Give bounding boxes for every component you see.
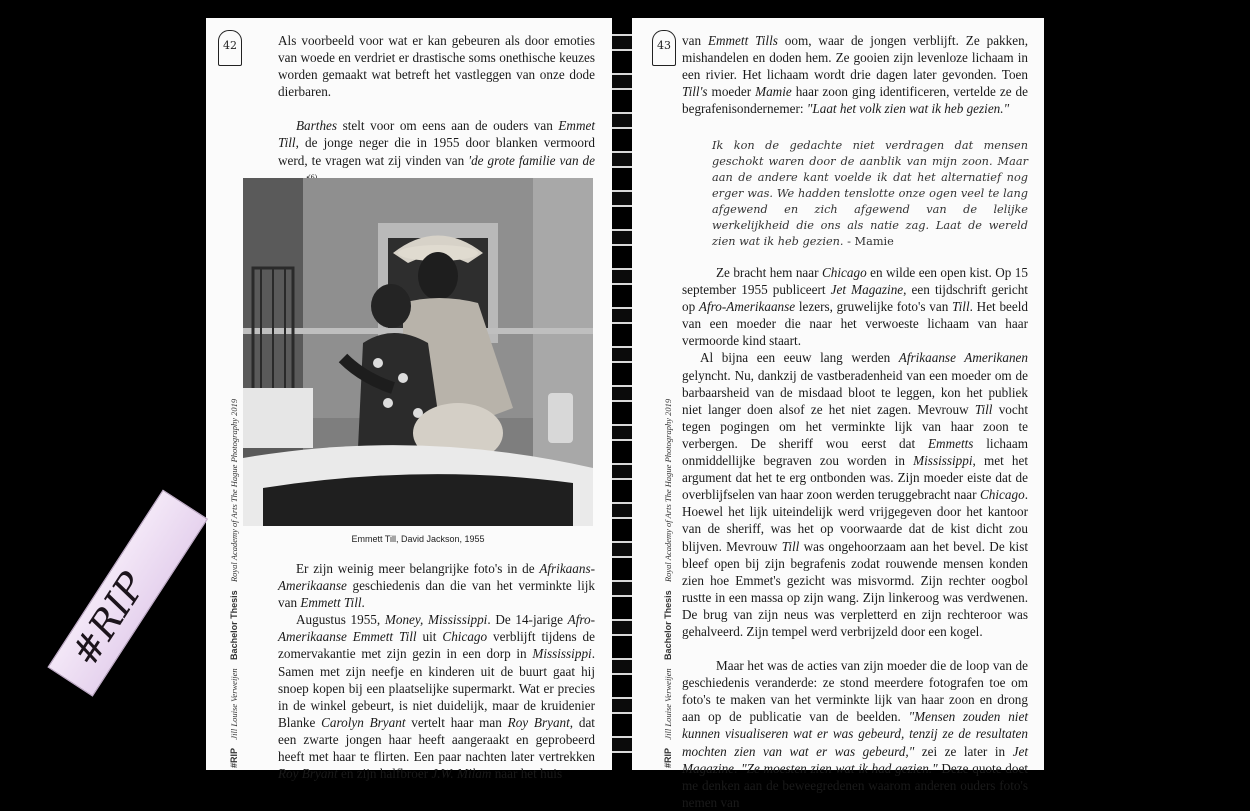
spine-academy: Royal Academy of Arts The Hague Photography 2019 xyxy=(229,398,239,583)
photo-caption: Emmett Till, David Jackson, 1955 xyxy=(351,534,485,544)
spine-tag: #RIP xyxy=(663,747,673,768)
spine-thesis: Bachelor Thesis xyxy=(229,590,239,660)
page-number: 42 xyxy=(218,30,242,66)
page-number: 43 xyxy=(652,30,676,66)
paragraph: Maar het was de acties van zijn moeder die de loop van de geschiedenis veranderde: ze stond meerdere fotografen toe om foto's te maken van het verminkte lijk van haar zoon en drong aan op de publicatie van de beelden. "Mensen zouden niet kunnen visualiseren wat er was gebeurd, tenzij ze de resultaten mochten zien van wat er was gebeurd," zei ze later in Jet Magazine. "Ze moesten zien wat ik had gezien." Deze quote doet me denken aan de beweegredenen waarom anderen ouders foto's nemen van xyxy=(682,658,1029,810)
body-text xyxy=(682,264,1028,811)
spine-text xyxy=(660,398,676,768)
emmett-till-photo xyxy=(243,178,593,526)
spine-tag: #RIP xyxy=(229,747,239,768)
spine-text xyxy=(226,398,242,768)
spiral-binding xyxy=(612,18,632,770)
photo xyxy=(243,178,593,526)
paragraph: Al bijna een eeuw lang werden Afrikaanse Amerikanen gelyncht. Nu, dankzij de vastberadenheid van een moeder om de barbaarsheid van de misdaad bloot te leggen, kon het publiek niet langer doen alsof ze het niet zagen. Mevrouw Till vocht tegen pogingen om het verminkte lijk van haar zoon te verbergen. De sheriff wou eerst dat Emmetts lichaam onmiddellijke begraven zou worden in Mississippi, met het argument dat het te erg ontbonden was. Zijn moeder eiste dat de overblijfselen van haar zoon werden teruggebracht naar Chicago. Hoewel het lijk uiteindelijk werd vrijgegeven door het kantoor van de sheriff, was het op voorwaarde dat de kist dicht zou blijven. Mevrouw Till was ongehoorzaam aan het bevel. De kist bleef open bij zijn begrafenis zodat rouwende mensen konden zien hoe Emmet's gezicht was misvormd. Zijn rechter oogbol rustte in een massa op zijn wang. Zijn linkeroog was verdwenen. De brug van zijn neus was verpletterd en zijn rechteroor was gehalveerd. Zijn tempel werd verbrijzeld door een kogel. xyxy=(682,350,1029,639)
paragraph: Ze bracht hem naar Chicago en wilde een open kist. Op 15 september 1955 publiceert Jet Magazine, een tijdschrift gericht op Afro-Amerikaanse lezers, gruwelijke foto's van Till. Het beeld van een moeder die naar het verwoeste lichaam van haar vermoorde kind staart. xyxy=(682,265,1029,349)
spine-author: Jill Louise Verweijen xyxy=(663,668,673,740)
right-page xyxy=(632,18,1044,810)
spine-academy: Royal Academy of Arts The Hague Photography 2019 xyxy=(663,398,673,583)
intro-text xyxy=(682,32,1028,117)
left-page xyxy=(206,18,612,782)
paragraph: van Emmett Tills oom, waar de jongen verblijft. Ze pakken, mishandelen en doden hem. Ze gooien zijn levenloze lichaam in een rivier. Het lichaam wordt drie dagen later gevonden. Toen Till's moeder Mamie haar zoon ging identificeren, vertelde ze de begrafenisondernemer: "Laat het volk zien wat ik heb gezien." xyxy=(682,33,1028,117)
mamie-quote: Ik kon de gedachte niet verdragen dat mensen geschokt waren door de aanblik van mijn zoon. Maar aan de andere kant voelde ik dat het alternatief nog erger was. We hadden tenslotte onze ogen veel te lang afgewend en zich afgewend van de lelijke werkelijkheid die ons als natie zag. Laat de wereld zien wat ik heb gezien. - Mamie xyxy=(712,139,1028,248)
spine-thesis: Bachelor Thesis xyxy=(663,590,673,660)
paragraph: Er zijn weinig meer belangrijke foto's in de Afrikaans-Amerikaanse geschiedenis dan die van het verminkte lijk van Emmett Till. xyxy=(278,561,595,611)
body-text xyxy=(278,560,595,782)
paragraph: Als voorbeeld voor wat er kan gebeuren als door emoties van woede en verdriet er drastische soms onethische keuzes worden gemaakt wat betreft het vastleggen van onze dode dierbaren. xyxy=(278,33,595,100)
spine-author: Jill Louise Verweijen xyxy=(229,668,239,740)
paragraph: Barthes stelt voor om eens aan de ouders van Emmet Till, de jonge neger die in 1955 door blanken vermoord werd, te vragen wat zij vinden van 'de grote familie van de xyxy=(278,118,595,168)
bookmark-text: #RIP xyxy=(62,564,155,674)
intro-text xyxy=(278,32,595,189)
paragraph: Augustus 1955, Money, Mississippi. De 14-jarige Afro-Amerikaanse Emmett Till uit Chicago verblijft tijdens de zomervakantie met zijn gezin in een dorp in Mississippi. Samen met zijn neefje en kinderen uit de buurt gaat hij snoep kopen bij een plaatselijke supermarkt. Wat er precies in de winkel gebeurt, is niet duidelijk, maar de kruidenier Blanke Carolyn Bryant vertelt haar man Roy Bryant, dat een zwarte jongen haar heeft aangeraakt en geprobeerd heeft met haar te flirten. Een paar nachten later vertrekken Roy Bryant en zijn halfbroer J.W. Milam naar het huis xyxy=(278,612,596,782)
rip-bookmark xyxy=(47,489,208,696)
